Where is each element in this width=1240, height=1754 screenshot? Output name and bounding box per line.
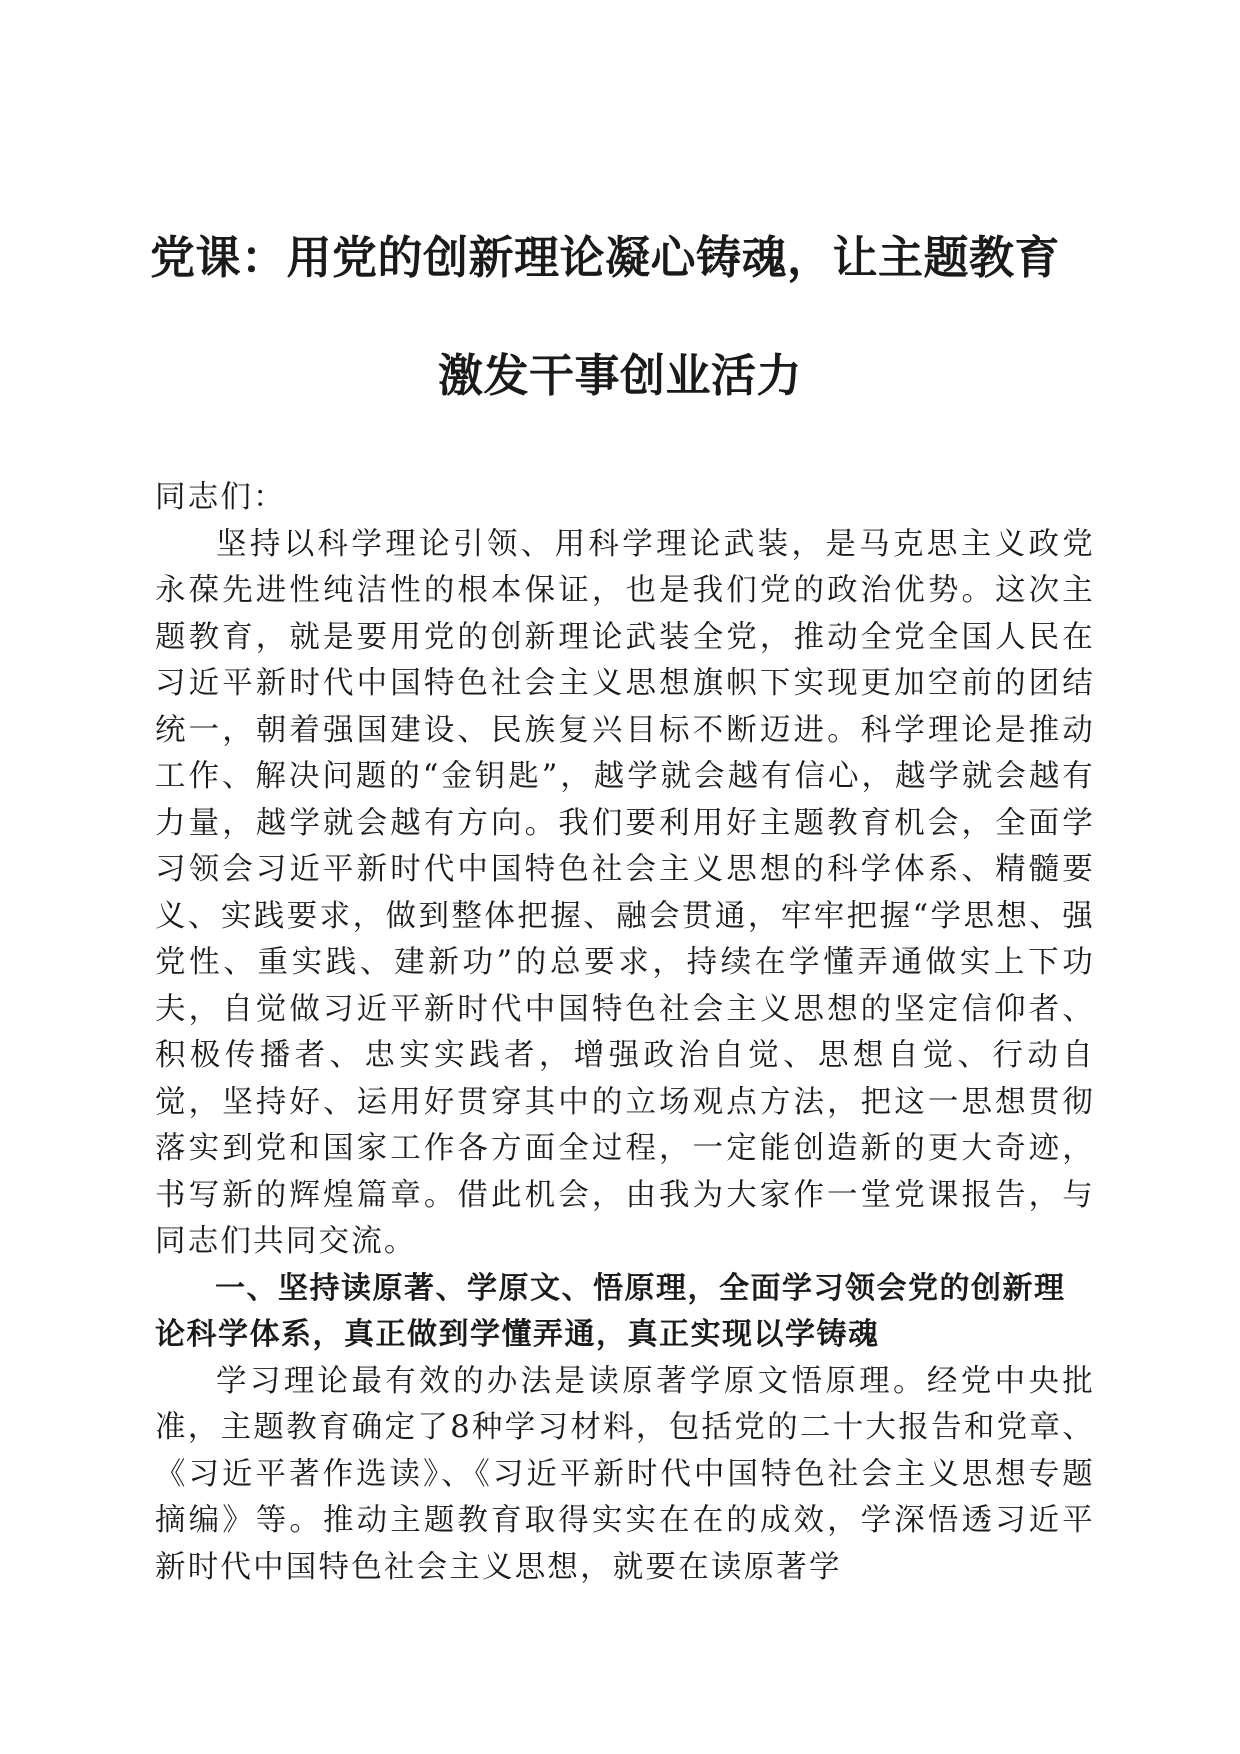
paragraph-intro: 坚持以科学理论引领、用科学理论武装，是马克思主义政党永葆先进性纯洁性的根本保证，也是我们党的政治优势。这次主题教育，就是要用党的创新理论武装全党，推动全党全国人民在习近平新时代中国特色社会主义思想旗帜下实现更加空前的团结统一，朝着强国建设、民族复兴目标不断迈进。科学理论是推动工作、解决问题的“金钥匙”，越学就会越有信心，越学就会越有力量，越学就会越有方向。我们要利用好主题教育机会，全面学习领会习近平新时代中国特色社会主义思想的科学体系、精髓要义、实践要求，做到整体把握、融会贯通，牢牢把握“学思想、强党性、重实践、建新功”的总要求，持续在学懂弄通做实上下功夫，自觉做习近平新时代中国特色社会主义思想的坚定信仰者、积极传播者、忠实实践者，增强政治自觉、思想自觉、行动自觉，坚持好、运用好贯穿其中的立场观点方法，把这一思想贯彻落实到党和国家工作各方面全过程，一定能创造新的更大奇迹，书写新的辉煌篇章。借此机会，由我为大家作一堂党课报告，与同志们共同交流。 xyxy=(155,526,1095,1259)
paragraph-section-1: 学习理论最有效的办法是读原著学原文悟原理。经党中央批准，主题教育确定了8种学习材料，包括党的二十大报告和党章、《习近平著作选读》、《习近平新时代中国特色社会主义思想专题摘编》等。推动主题教育取得实实在在的成效，学深悟透习近平新时代中国特色社会主义思想，就要在读原著学 xyxy=(155,1363,1095,1585)
document-body xyxy=(155,475,1095,1591)
document-title-line-1: 党课：用党的创新理论凝心铸魂，让主题教育 xyxy=(150,231,1061,284)
section-heading-1: 一、坚持读原著、学原文、悟原理，全面学习领会党的创新理论科学体系，真正做到学懂弄通，真正实现以学铸魂 xyxy=(155,1270,1066,1352)
salutation: 同志们： xyxy=(155,480,286,515)
document-title-line-2: 激发干事创业活力 xyxy=(437,349,802,402)
